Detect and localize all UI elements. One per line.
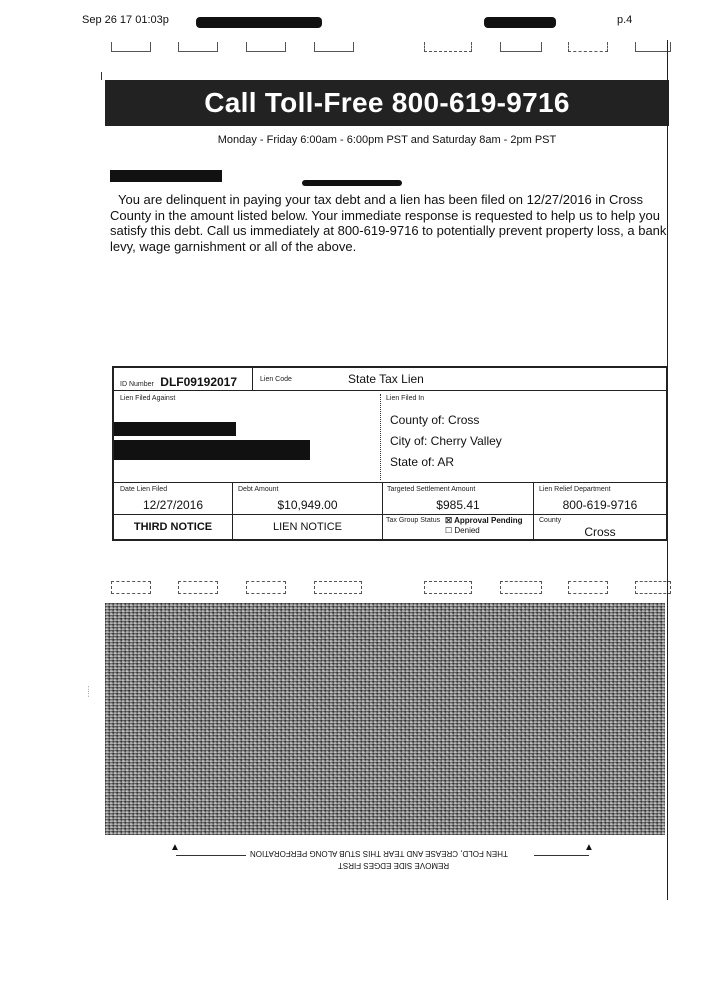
- toll-free-banner: Call Toll-Free 800-619-9716: [105, 80, 669, 126]
- status-label: Tax Group Status: [386, 517, 441, 524]
- filed-in-label: Lien Filed In: [386, 395, 425, 402]
- date-filed-value: 12/27/2016: [142, 498, 204, 512]
- redacted-fax-number: [484, 17, 556, 28]
- window-mark: [178, 42, 218, 52]
- perforation-line: [534, 855, 589, 856]
- stub-instruction-edges: REMOVE SIDE EDGES FIRST: [338, 861, 450, 870]
- window-mark: [635, 42, 671, 52]
- redacted-recipient-name: [110, 170, 222, 182]
- window-mark: [568, 581, 608, 594]
- redacted-recipient-line: [302, 180, 402, 186]
- window-mark: [111, 581, 151, 594]
- side-mark: ·····: [84, 685, 92, 698]
- status-approval-pending: ☒ Approval Pending: [445, 516, 523, 525]
- window-mark: [635, 581, 671, 594]
- col-divider: [380, 394, 381, 480]
- perforation-arrow-left: ▲: [170, 842, 180, 853]
- window-mark: [500, 42, 542, 52]
- window-mark: [246, 42, 286, 52]
- redacted-sender: [196, 17, 322, 28]
- office-hours: Monday - Friday 6:00am - 6:00pm PST and Saturday 8am - 2pm PST: [217, 134, 557, 146]
- settlement-value: $985.41: [436, 498, 480, 512]
- perforation-line: [176, 855, 246, 856]
- date-filed-label: Date Lien Filed: [120, 486, 168, 493]
- window-mark: [424, 42, 472, 52]
- window-mark: [424, 581, 472, 594]
- debt-amount-label: Debt Amount: [238, 486, 279, 493]
- window-mark: [500, 581, 542, 594]
- relief-dept-value: 800-619-9716: [562, 498, 638, 512]
- fax-page-number: p.4: [617, 14, 633, 26]
- security-pattern: [105, 603, 665, 835]
- county-label: County: [539, 517, 562, 524]
- relief-dept-label: Lien Relief Department: [539, 486, 611, 493]
- filed-state: State of: AR: [390, 455, 455, 469]
- col-divider: [252, 368, 253, 390]
- filed-against-label: Lien Filed Against: [120, 395, 176, 402]
- filed-county: County of: Cross: [390, 413, 480, 427]
- id-value: DLF09192017: [160, 375, 238, 389]
- window-mark: [246, 581, 286, 594]
- lien-code-label: Lien Code: [260, 376, 292, 383]
- debt-amount-value: $10,949.00: [277, 498, 338, 512]
- third-notice: THIRD NOTICE: [133, 521, 213, 533]
- window-mark: [111, 42, 151, 52]
- message-text: You are delinquent in paying your tax debt and a lien has been filed on 12/27/2016 in Cross County in the amount listed below. Your immediate response is requested to help us to help you satisfy this debt. Call us immediately at 800-619-9716 to potentially prevent property loss, a bank levy, wage garnishment or all of the above.: [110, 192, 667, 254]
- window-mark: [314, 581, 362, 594]
- fax-timestamp: Sep 26 17 01:03p: [82, 14, 169, 26]
- redacted-debtor-address: [114, 440, 310, 460]
- window-mark: [568, 42, 608, 52]
- id-label: ID Number: [120, 381, 154, 388]
- lien-notice: LIEN NOTICE: [272, 521, 343, 533]
- stub-instruction-fold: THEN FOLD, CREASE AND TEAR THIS STUB ALONG PERFORATION: [250, 849, 508, 858]
- delinquency-message: [110, 192, 670, 254]
- margin-tick: [101, 72, 102, 80]
- window-mark: [314, 42, 354, 52]
- row-divider: [114, 514, 666, 515]
- settlement-label: Targeted Settlement Amount: [387, 486, 476, 493]
- county-value: Cross: [584, 525, 616, 539]
- perforation-arrow-right: ▲: [584, 842, 594, 853]
- filed-city: City of: Cherry Valley: [390, 434, 502, 448]
- row-divider: [114, 482, 666, 483]
- status-denied: ☐ Denied: [445, 526, 480, 535]
- lien-code-value: State Tax Lien: [348, 372, 424, 386]
- window-mark: [178, 581, 218, 594]
- lien-details-table: [112, 366, 668, 541]
- id-cell: [120, 373, 237, 391]
- redacted-debtor-name: [114, 422, 236, 436]
